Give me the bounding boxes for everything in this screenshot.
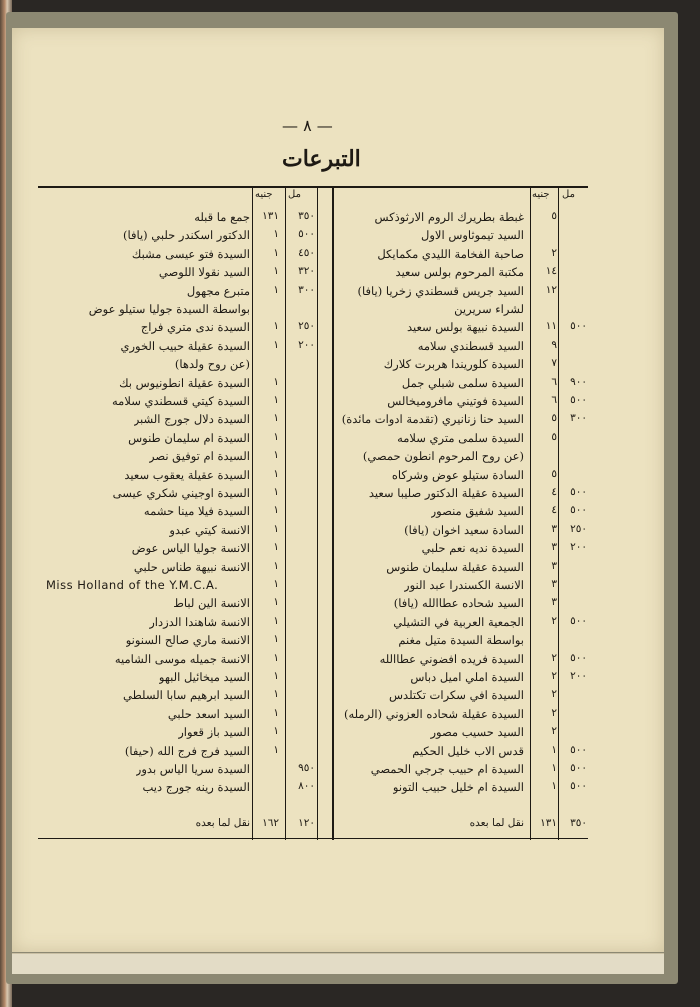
right-row-junayh: ٢ [551,688,557,701]
right-row-mil: ٥٠٠ [570,614,587,627]
right-row-junayh: ١ [551,743,557,756]
right-row-name: السيدة كلوريندا هربرت كلارك [383,357,524,372]
right-row-mil: ٣٠٠ [570,412,587,425]
right-row-name: الانسة الكسندرا عبد النور [404,578,524,592]
right-row-total-mil: ٣٥٠ [570,817,587,829]
left-row-name: السيد فرج فرج الله (حيفا) [124,743,250,758]
right-row-junayh: ٢ [551,670,557,682]
right-row-junayh: ١ [551,780,557,793]
right-row-name: السيدة افي سكرات تكتلدس [389,688,524,703]
divider-left-2 [285,186,286,840]
left-row-name: السيدة اوجيني شكري عيسى [112,486,250,500]
left-row-name: الدكتور اسكندر حلبي (يافا) [122,228,250,243]
right-row-junayh: ٢ [551,246,557,259]
right-row-junayh: ٥ [551,430,557,443]
right-row-junayh: ٩ [551,338,557,351]
left-row-name: السيدة عقيلة انطونيوس بك [119,375,250,390]
right-row-name: السيد حسيب مصور [430,725,524,740]
right-row-junayh: ١٤ [545,265,557,278]
right-row-mil: ٥٠٠ [570,762,587,774]
left-row-junayh: ١ [273,688,279,701]
left-row-junayh: ١ [273,265,279,278]
left-row-name: السيدة فيلا مينا حشمه [143,504,250,519]
left-row-name: السيد باز قعوار [178,725,250,740]
left-row-name: الانسة جميله موسى الشاميه [114,651,250,666]
left-row-mil: ٩٥٠ [298,762,315,774]
page-title: التبرعات [282,146,361,172]
left-row-junayh: ١ [273,725,279,738]
left-row-name: السيد ميخائيل البهو [158,670,250,684]
left-row-name: Miss Holland of the Y.M.C.A. [46,578,219,592]
left-row-name: متبرع مجهول [186,283,250,298]
right-row-name: السيد جريس قسطندي زخريا (يافا) [357,283,524,298]
page [12,28,664,952]
right-row-mil: ٥٠٠ [570,651,587,664]
left-row-mil: ٢٥٠ [298,320,315,333]
left-row-junayh: ١ [273,486,279,498]
top-rule [38,186,588,188]
right-row-junayh: ٤ [551,504,557,517]
right-row-mil: ٥٠٠ [570,504,587,517]
left-row-name: جمع ما قبله [194,210,250,224]
right-row-junayh: ٢ [551,725,557,738]
left-row-junayh: ١ [273,412,279,425]
left-row-name: الانسة ماري صالح السنونو [125,633,250,648]
left-row-junayh: ١ [273,559,279,572]
right-row-junayh: ٦ [551,394,557,406]
right-row-name: السيدة سلمى شبلي جمل [401,375,524,390]
page-bottom-edge [12,953,664,974]
right-row-mil: ٢٠٠ [570,541,587,554]
left-row-name: الانسة شاهندا الدزدار [149,614,250,629]
right-row-name: غبطة بطريرك الروم الارثوذكس [374,210,524,224]
left-row-name: السيدة عقيلة حبيب الخوري [120,338,250,353]
left-row-junayh: ١ [273,375,279,388]
right-row-mil: ٥٠٠ [570,320,587,333]
left-row-name: السيد نقولا اللوصي [158,265,250,280]
right-row-junayh: ٢ [551,706,557,719]
right-row-name: السيد حنا زنانيري (تقدمة ادوات مائدة) [341,412,524,427]
left-row-name: السيد اسعد حلبي [167,706,250,721]
right-row-junayh: ٣ [551,596,557,609]
left-row-junayh: ١ [273,706,279,719]
left-row-name: السيدة سريا الياس بدور [135,762,250,776]
right-row-name: السادة سعيد اخوان (يافا) [404,522,524,537]
divider-center [332,186,334,840]
left-row-junayh: ١ [273,430,279,443]
left-row-mil: ٨٠٠ [298,780,315,793]
right-row-name: السيدة نبيهة بولس سعيد [406,320,524,335]
right-row-name: السيد شحاده عطاالله (يافا) [393,596,524,611]
right-row-junayh: ٢ [551,614,557,627]
right-row-name: السيدة ام حبيب جرجي الحمصي [370,762,524,776]
right-row-name: السيد شفيق منصور [430,504,524,519]
right-row-name: مكتبة المرحوم بولس سعيد [395,265,524,280]
header-junayh-right: جنيه [532,189,550,200]
right-row-name: السيدة ام خليل حبيب التونو [392,780,524,795]
left-row-name: السيد ابرهيم سابا السلطي [123,688,250,703]
right-row-name: السيدة عقيلة سليمان طنوس [386,559,524,574]
right-row-name: لشراء سريرين [454,302,524,316]
right-row-name: الجمعية العربية في التشيلي [393,614,524,629]
left-row-junayh: ١ [273,449,279,462]
right-row-junayh: ٥ [551,412,557,425]
right-row-junayh: ٣ [551,522,557,535]
left-row-junayh: ١ [273,504,279,517]
right-row-mil: ٥٠٠ [570,394,587,406]
right-row-junayh: ١١ [545,320,557,333]
right-row-junayh: ٣ [551,541,557,554]
left-row-name: السيدة كيتي قسطندي سلامه [112,394,250,408]
right-row-name: السيدة عقيلة شحاده العزوني (الرمله) [343,706,524,721]
left-row-junayh: ١ [273,320,279,333]
left-row-junayh: ١ [273,338,279,351]
right-row-junayh: ٥ [551,467,557,480]
right-row-mil: ٢٠٠ [570,670,587,682]
header-junayh-left: جنيه [255,189,273,200]
right-row-mil: ٥٠٠ [570,486,587,498]
right-row-junayh: ١ [551,762,557,774]
left-row-total-label: نقل لما بعده [195,817,250,829]
right-row-junayh: ٥ [551,210,557,222]
left-row-junayh: ١ [273,246,279,259]
left-row-junayh: ١ [273,228,279,241]
divider-left-3 [317,186,318,840]
left-row-name: السيدة دلال جورج الشبر [133,412,250,427]
left-row-junayh: ١ [273,394,279,406]
bottom-rule [38,838,588,839]
left-row-junayh: ١ [273,614,279,627]
right-row-junayh: ٦ [551,375,557,388]
right-row-name: السيدة فريده افضوني عطاالله [379,651,524,666]
left-row-mil: ٣٠٠ [298,283,315,296]
right-row-name: السيدة عقيلة الدكتور صليبا سعيد [368,486,524,500]
left-row-name: الانسة الين لباط [173,596,250,611]
right-row-mil: ٩٠٠ [570,375,587,388]
right-row-mil: ٢٥٠ [570,522,587,535]
left-row-name: الانسة جوليا الياس عوض [131,541,250,556]
left-row-junayh: ١ [273,743,279,756]
left-row-total-mil: ١٢٠ [298,817,315,829]
left-row-mil: ٢٠٠ [298,338,315,351]
left-row-name: (عن روح ولدها) [174,357,250,372]
right-row-name: السيدة نديه نعم حلبي [421,541,524,556]
right-row-name: صاحبة الفخامة الليدي مكمايكل [377,246,524,261]
left-row-name: السيدة عقيلة يعقوب سعيد [124,467,250,482]
left-row-junayh: ١ [273,596,279,609]
left-row-junayh: ١ [273,633,279,646]
right-row-name: السيد تيموثاوس الاول [421,228,524,243]
header-mil-left: مل [288,189,301,200]
right-row-name: قدس الاب خليل الحكيم [412,743,524,758]
header-mil-right: مل [562,189,575,200]
right-row-name: السادة ستيلو عوض وشركاه [391,467,524,482]
left-row-junayh: ١ [273,670,279,682]
right-row-name: بواسطة السيدة متيل مغنم [398,633,524,648]
left-row-junayh: ١ [273,522,279,535]
left-row-name: السيدة ندى متري فراج [140,320,250,335]
right-row-name: السيدة سلمى متري سلامه [397,430,524,445]
left-row-junayh: ١ [273,283,279,296]
left-row-junayh: ١ [273,651,279,664]
left-row-name: السيدة ام سليمان طنوس [128,430,250,445]
right-row-name: السيدة فوتيني مافروميخالس [387,394,524,408]
right-row-name: السيدة املي اميل دباس [410,670,524,684]
right-row-total-label: نقل لما بعده [469,817,524,829]
left-row-mil: ٣٢٠ [298,265,315,278]
left-row-name: الانسة نبيهة طناس حلبي [133,559,250,574]
left-row-total-junayh: ١٦٢ [262,817,279,829]
left-row-name: السيدة رينه جورج ديب [142,780,250,795]
left-row-mil: ٤٥٠ [298,246,315,259]
right-row-junayh: ٣ [551,578,557,590]
left-row-name: السيدة فتو عيسى مشبك [131,246,250,261]
right-row-junayh: ١٢ [545,283,557,296]
right-row-mil: ٥٠٠ [570,743,587,756]
right-row-total-junayh: ١٣١ [540,817,557,829]
left-row-name: بواسطة السيدة جوليا ستيلو عوض [88,302,250,316]
left-row-mil: ٣٥٠ [298,210,315,222]
right-row-junayh: ٣ [551,559,557,572]
left-row-junayh: ١ [273,541,279,554]
right-row-junayh: ٧ [551,357,557,370]
right-row-mil: ٥٠٠ [570,780,587,793]
left-row-junayh: ١ [273,578,279,590]
page-number: — ٨ — [282,116,333,135]
left-row-name: السيدة ام توفيق نصر [149,449,250,464]
left-row-junayh: ١٣١ [262,210,279,222]
left-row-junayh: ١ [273,467,279,480]
right-row-name: السيد قسطندي سلامه [417,338,524,353]
right-row-junayh: ٤ [551,486,557,498]
left-row-name: الانسة كيتي عبدو [169,522,250,537]
left-row-mil: ٥٠٠ [298,228,315,241]
right-row-name: (عن روح المرحوم انطون حمصي) [362,449,524,464]
right-row-junayh: ٢ [551,651,557,664]
